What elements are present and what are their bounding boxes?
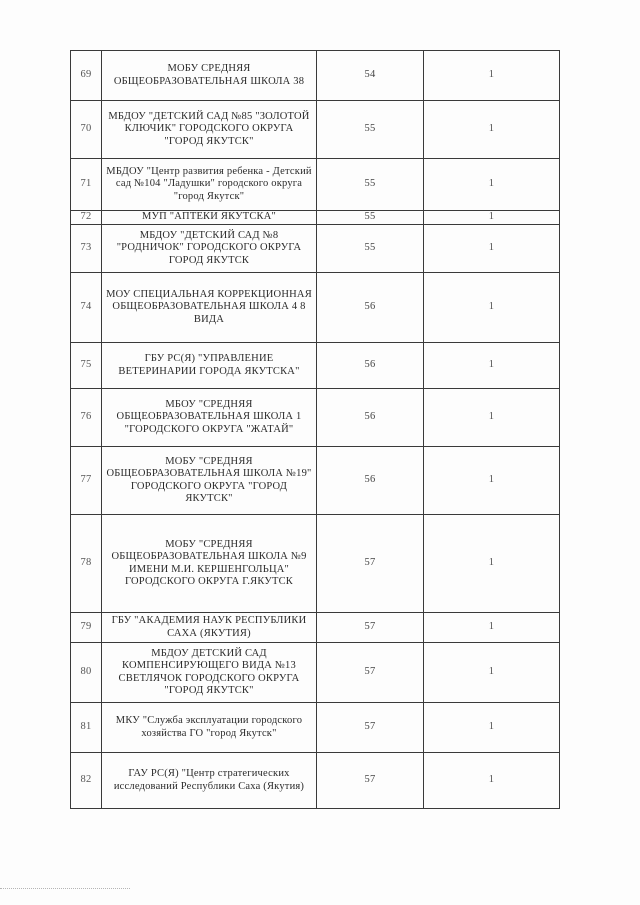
organization-name: МБДОУ "ДЕТСКИЙ САД №85 "ЗОЛОТОЙ КЛЮЧИК" ГОРОДСКОГО ОКРУГА "ГОРОД ЯКУТСК" <box>102 101 317 159</box>
score-cell: 55 <box>317 101 424 159</box>
score-cell: 56 <box>317 447 424 515</box>
table-row <box>71 159 560 211</box>
row-number: 69 <box>71 51 102 101</box>
organization-name: ГАУ РС(Я) "Центр стратегических исследований Республики Саха (Якутия) <box>102 753 317 809</box>
table-row <box>71 273 560 343</box>
row-number: 76 <box>71 389 102 447</box>
table-row <box>71 515 560 613</box>
table-row <box>71 51 560 101</box>
amount-cell: 1 <box>424 51 560 101</box>
amount-cell: 1 <box>424 225 560 273</box>
table-row <box>71 753 560 809</box>
row-number: 71 <box>71 159 102 211</box>
amount-cell: 1 <box>424 643 560 703</box>
organization-name: МБОУ "СРЕДНЯЯ ОБЩЕОБРАЗОВАТЕЛЬНАЯ ШКОЛА 1 "ГОРОДСКОГО ОКРУГА "ЖАТАЙ" <box>102 389 317 447</box>
row-number: 80 <box>71 643 102 703</box>
amount-cell: 1 <box>424 515 560 613</box>
row-number: 79 <box>71 613 102 643</box>
organization-name: ГБУ РС(Я) "УПРАВЛЕНИЕ ВЕТЕРИНАРИИ ГОРОДА ЯКУТСКА" <box>102 343 317 389</box>
score-cell: 56 <box>317 273 424 343</box>
organization-name: МБДОУ "ДЕТСКИЙ САД №8 "РОДНИЧОК" ГОРОДСКОГО ОКРУГА ГОРОД ЯКУТСК <box>102 225 317 273</box>
table-row <box>71 643 560 703</box>
results-table <box>70 50 560 809</box>
organization-name: МБДОУ "Центр развития ребенка - Детский сад №104 "Ладушки" городского округа "город Якутск" <box>102 159 317 211</box>
row-number: 74 <box>71 273 102 343</box>
organization-name: МУП "АПТЕКИ ЯКУТСКА" <box>102 211 317 225</box>
amount-cell: 1 <box>424 389 560 447</box>
amount-cell: 1 <box>424 703 560 753</box>
score-cell: 56 <box>317 343 424 389</box>
row-number: 78 <box>71 515 102 613</box>
score-cell: 57 <box>317 613 424 643</box>
organization-name: МБДОУ ДЕТСКИЙ САД КОМПЕНСИРУЮЩЕГО ВИДА №13 СВЕТЛЯЧОК ГОРОДСКОГО ОКРУГА "ГОРОД ЯКУТСК" <box>102 643 317 703</box>
organization-name: ГБУ "АКАДЕМИЯ НАУК РЕСПУБЛИКИ САХА (ЯКУТИЯ) <box>102 613 317 643</box>
row-number: 77 <box>71 447 102 515</box>
table-row <box>71 613 560 643</box>
table-row <box>71 101 560 159</box>
row-number: 82 <box>71 753 102 809</box>
amount-cell: 1 <box>424 343 560 389</box>
table-row <box>71 447 560 515</box>
amount-cell: 1 <box>424 273 560 343</box>
row-number: 75 <box>71 343 102 389</box>
amount-cell: 1 <box>424 753 560 809</box>
score-cell: 57 <box>317 515 424 613</box>
organization-name: МОБУ "СРЕДНЯЯ ОБЩЕОБРАЗОВАТЕЛЬНАЯ ШКОЛА №19" ГОРОДСКОГО ОКРУГА "ГОРОД ЯКУТСК" <box>102 447 317 515</box>
score-cell: 55 <box>317 211 424 225</box>
amount-cell: 1 <box>424 101 560 159</box>
row-number: 73 <box>71 225 102 273</box>
amount-cell: 1 <box>424 447 560 515</box>
score-cell: 57 <box>317 703 424 753</box>
score-cell: 55 <box>317 225 424 273</box>
score-cell: 55 <box>317 159 424 211</box>
row-number: 72 <box>71 211 102 225</box>
table-row <box>71 343 560 389</box>
score-cell: 57 <box>317 643 424 703</box>
organization-name: МОБУ "СРЕДНЯЯ ОБЩЕОБРАЗОВАТЕЛЬНАЯ ШКОЛА №9 ИМЕНИ М.И. КЕРШЕНГОЛЬЦА" ГОРОДСКОГО ОКРУГА Г.ЯКУТСК <box>102 515 317 613</box>
amount-cell: 1 <box>424 159 560 211</box>
organization-name: МОУ СПЕЦИАЛЬНАЯ КОРРЕКЦИОННАЯ ОБЩЕОБРАЗОВАТЕЛЬНАЯ ШКОЛА 4 8 ВИДА <box>102 273 317 343</box>
amount-cell: 1 <box>424 613 560 643</box>
table-row <box>71 211 560 225</box>
table-row <box>71 703 560 753</box>
footer-dotted-line <box>0 888 130 889</box>
organization-name: МОБУ СРЕДНЯЯ ОБЩЕОБРАЗОВАТЕЛЬНАЯ ШКОЛА 38 <box>102 51 317 101</box>
score-cell: 57 <box>317 753 424 809</box>
score-cell: 54 <box>317 51 424 101</box>
organization-name: МКУ "Служба эксплуатации городского хозяйства ГО "город Якутск" <box>102 703 317 753</box>
row-number: 81 <box>71 703 102 753</box>
row-number: 70 <box>71 101 102 159</box>
table-row <box>71 225 560 273</box>
amount-cell: 1 <box>424 211 560 225</box>
table-row <box>71 389 560 447</box>
score-cell: 56 <box>317 389 424 447</box>
